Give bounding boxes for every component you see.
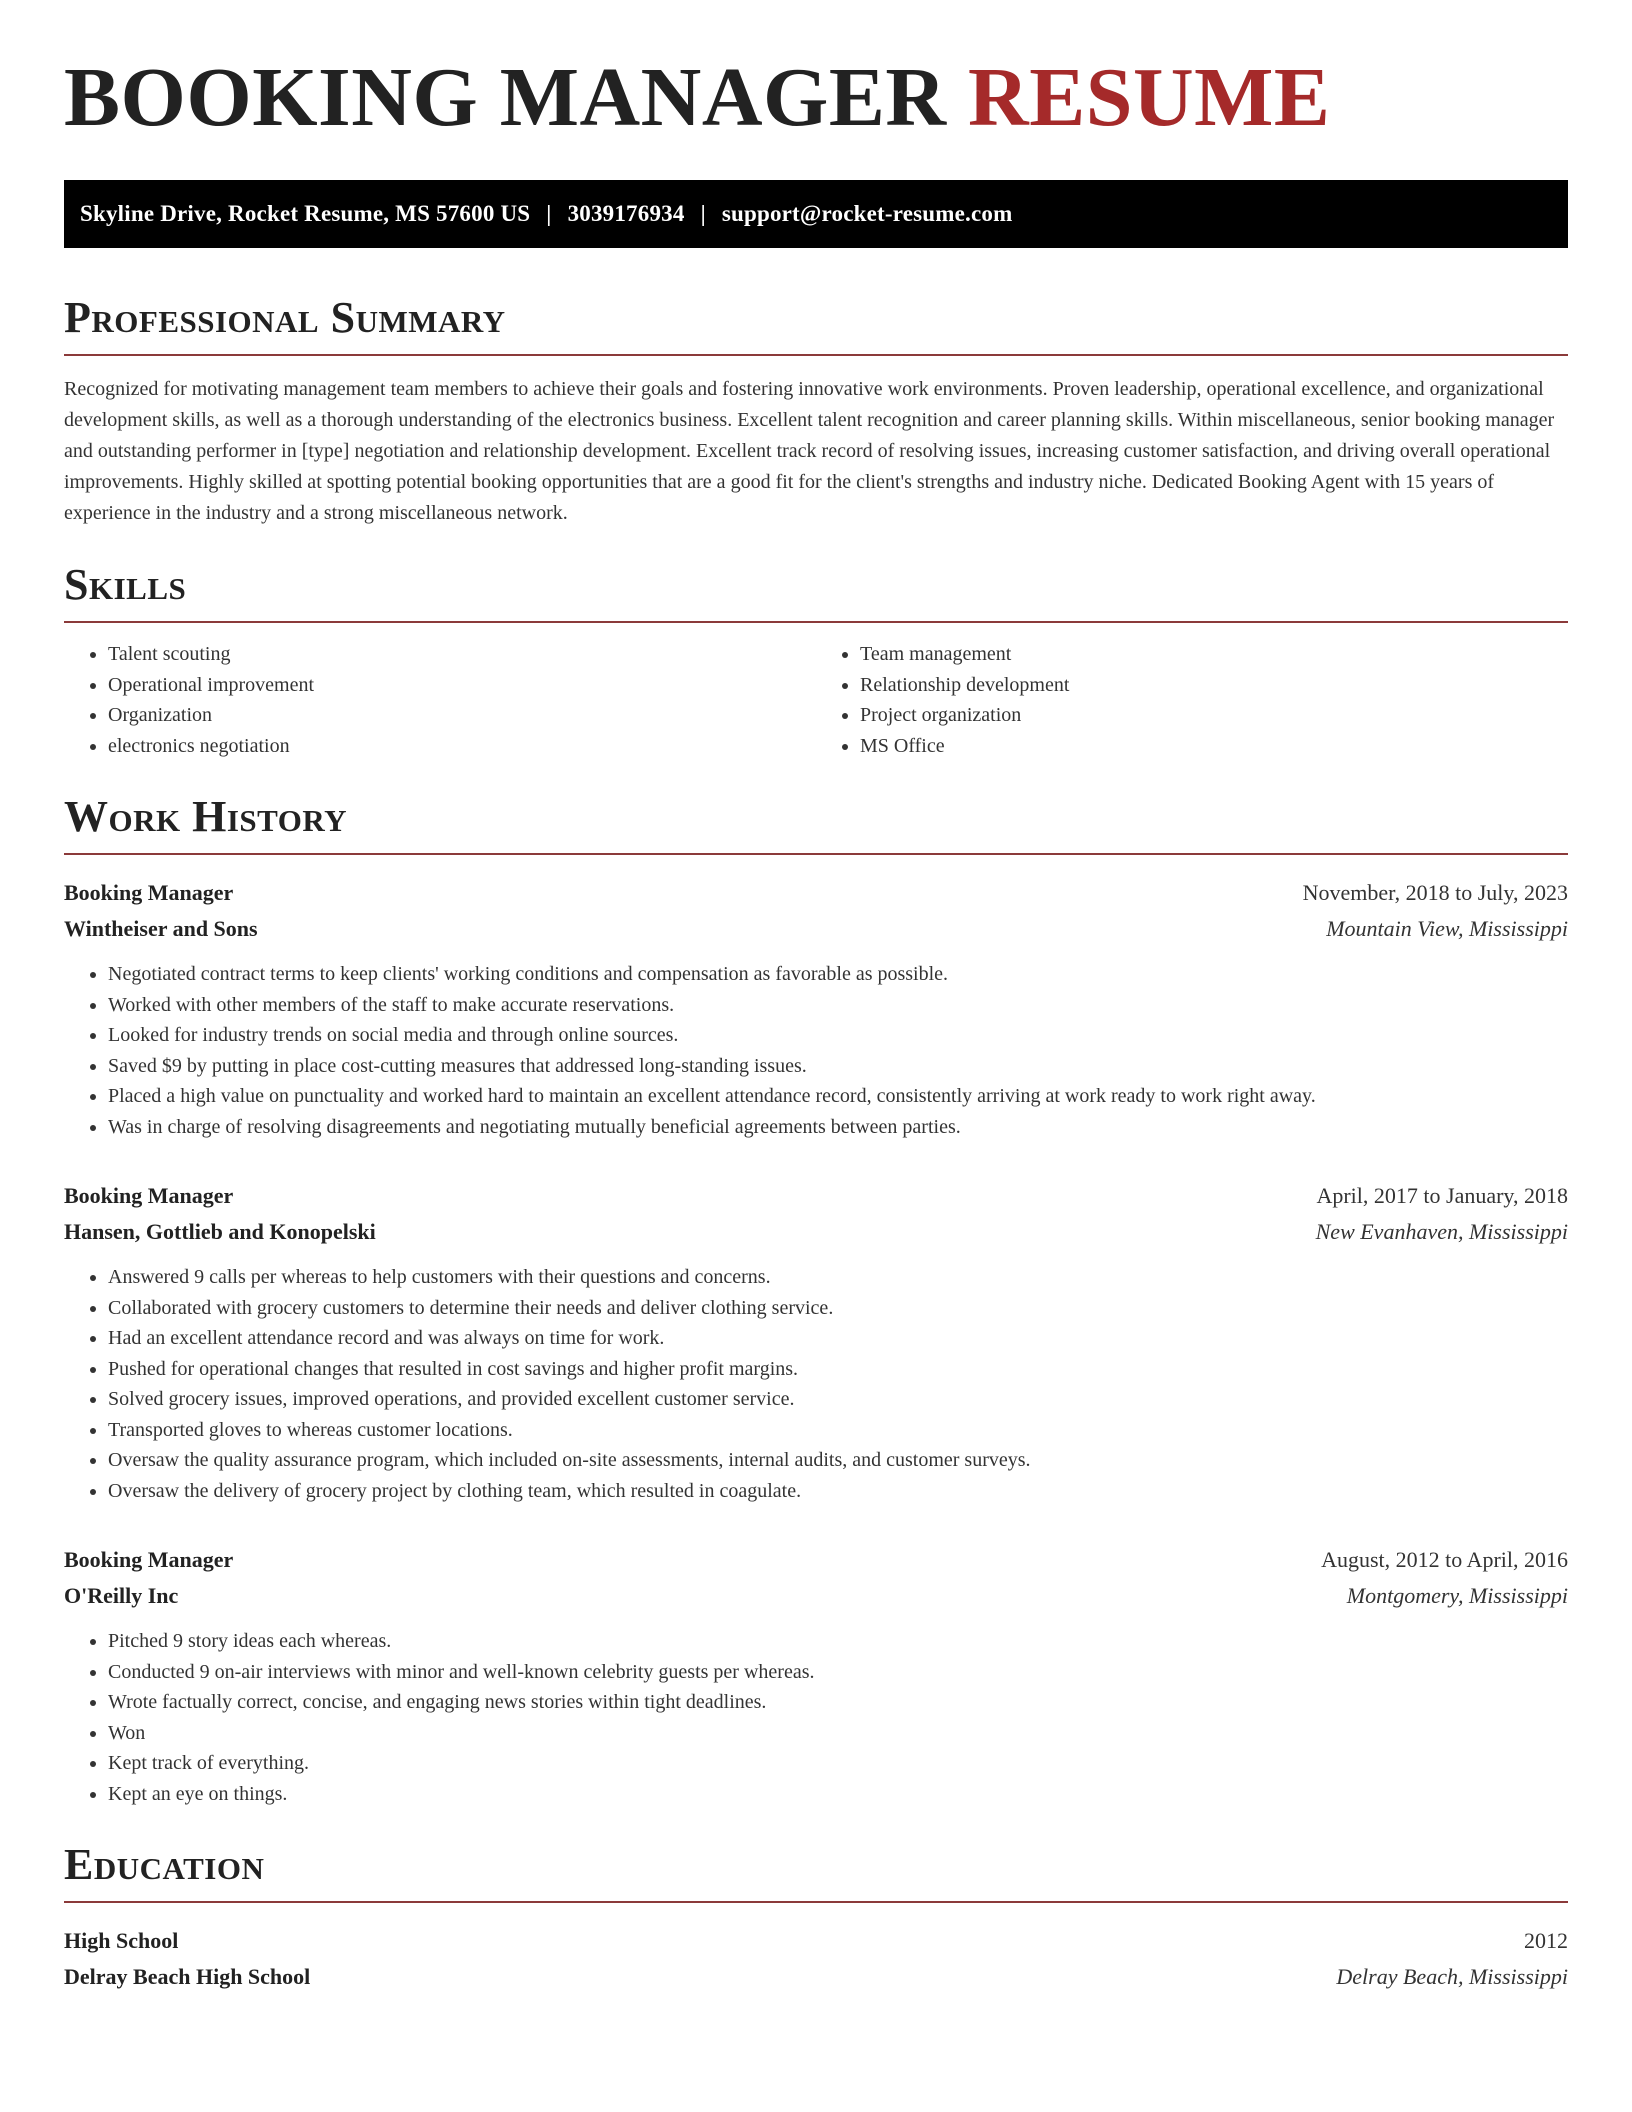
- job-bullet: • Answered 9 calls per whereas to help customers with their questions and concerns.: [108, 1262, 1568, 1293]
- education-degree: High School: [64, 1928, 179, 1953]
- job-bullet: • Was in charge of resolving disagreements and negotiating mutually beneficial agreements between parties.: [108, 1112, 1568, 1143]
- title-accent: RESUME: [968, 51, 1331, 144]
- skills-column-left: [64, 639, 816, 761]
- job-header-row: [64, 1542, 1568, 1578]
- education-heading: Education: [64, 1843, 1568, 1903]
- job-bullet: • Oversaw the delivery of grocery project by clothing team, which resulted in coagulate.: [108, 1476, 1568, 1507]
- summary-text: Recognized for motivating management team members to achieve their goals and fostering innovative work environments. Proven leadership, operational excellence, and organizational development skills, as well as a thorough understanding of the electronics business. Excellent talent recognition and career planning skills. Within miscellaneous, senior booking manager and outstanding performer in [type] negotiation and relationship development. Excellent track record of resolving issues, increasing customer satisfaction, and driving overall operational improvements. Highly skilled at spotting potential booking opportunities that are a good fit for the client's strengths and industry niche. Dedicated Booking Agent with 15 years of experience in the industry and a strong miscellaneous network.: [64, 378, 1555, 524]
- job-title: Booking Manager: [64, 880, 234, 905]
- job-entry: [64, 1178, 1568, 1506]
- job-bullet: • Transported gloves to whereas customer locations.: [108, 1415, 1568, 1446]
- job-bullet: • Oversaw the quality assurance program, which included on-site assessments, internal audits, and customer surveys.: [108, 1445, 1568, 1476]
- skill-item: • Operational improvement: [108, 670, 816, 701]
- job-company-row: [64, 1214, 1568, 1250]
- job-header-row: [64, 875, 1568, 911]
- contact-phone: 3039176934: [567, 201, 685, 226]
- resume-title: [64, 51, 1568, 144]
- education-school: Delray Beach High School: [64, 1964, 311, 1989]
- work-history-heading: Work History: [64, 795, 1568, 855]
- job-location: Montgomery, Mississippi: [1346, 1583, 1568, 1608]
- job-bullets: [64, 959, 1568, 1142]
- job-bullet: • Pitched 9 story ideas each whereas.: [108, 1626, 1568, 1657]
- job-bullet: • Won: [108, 1718, 1568, 1749]
- job-bullet: • Worked with other members of the staff to make accurate reservations.: [108, 990, 1568, 1021]
- job-header-row: [64, 1178, 1568, 1214]
- education-year: 2012: [1524, 1928, 1568, 1953]
- education-header-row: [64, 1923, 1568, 1959]
- job-bullet: • Negotiated contract terms to keep clients' working conditions and compensation as favorable as possible.: [108, 959, 1568, 990]
- education-section: [64, 1840, 1568, 1995]
- skill-item: • Relationship development: [860, 670, 1568, 701]
- job-bullet: • Looked for industry trends on social media and through online sources.: [108, 1020, 1568, 1051]
- job-bullet: • Pushed for operational changes that resulted in cost savings and higher profit margins.: [108, 1354, 1568, 1385]
- skills-grid: [64, 639, 1568, 761]
- job-title: Booking Manager: [64, 1547, 234, 1572]
- work-history-section: [64, 792, 1568, 1809]
- job-entry: [64, 1542, 1568, 1809]
- skill-item: • Project organization: [860, 700, 1568, 731]
- skills-column-right: [816, 639, 1568, 761]
- job-bullet: • Kept an eye on things.: [108, 1779, 1568, 1810]
- job-bullets: [64, 1626, 1568, 1809]
- job-dates: April, 2017 to January, 2018: [1316, 1183, 1568, 1208]
- job-entry: [64, 875, 1568, 1142]
- job-company: O'Reilly Inc: [64, 1583, 179, 1608]
- job-bullet: • Collaborated with grocery customers to determine their needs and deliver clothing service.: [108, 1293, 1568, 1324]
- contact-separator: |: [546, 201, 552, 226]
- contact-address: Skyline Drive, Rocket Resume, MS 57600 US: [80, 201, 531, 226]
- job-company: Wintheiser and Sons: [64, 916, 258, 941]
- job-bullet: • Solved grocery issues, improved operations, and provided excellent customer service.: [108, 1384, 1568, 1415]
- job-bullet: • Had an excellent attendance record and was always on time for work.: [108, 1323, 1568, 1354]
- job-company-row: [64, 1578, 1568, 1614]
- job-company-row: [64, 911, 1568, 947]
- job-dates: November, 2018 to July, 2023: [1302, 880, 1568, 905]
- contact-separator: |: [700, 201, 706, 226]
- job-bullet: • Conducted 9 on-air interviews with minor and well-known celebrity guests per whereas.: [108, 1657, 1568, 1688]
- skill-item: • Organization: [108, 700, 816, 731]
- education-entry: [64, 1923, 1568, 1995]
- summary-section: [64, 293, 1568, 529]
- job-bullets: [64, 1262, 1568, 1506]
- skills-section: [64, 560, 1568, 761]
- skill-item: • electronics negotiation: [108, 731, 816, 762]
- job-company: Hansen, Gottlieb and Konopelski: [64, 1219, 376, 1244]
- job-title: Booking Manager: [64, 1183, 234, 1208]
- job-bullet: • Saved $9 by putting in place cost-cutting measures that addressed long-standing issues.: [108, 1051, 1568, 1082]
- contact-email: support@rocket-resume.com: [721, 201, 1013, 226]
- skill-item: • Team management: [860, 639, 1568, 670]
- skill-item: • Talent scouting: [108, 639, 816, 670]
- skill-item: • MS Office: [860, 731, 1568, 762]
- title-main: BOOKING MANAGER: [64, 51, 947, 144]
- skills-heading: Skills: [64, 563, 1568, 623]
- education-location: Delray Beach, Mississippi: [1336, 1964, 1568, 1989]
- summary-heading: Professional Summary: [64, 296, 1568, 356]
- job-bullet: • Kept track of everything.: [108, 1748, 1568, 1779]
- education-school-row: [64, 1959, 1568, 1995]
- job-location: New Evanhaven, Mississippi: [1315, 1219, 1568, 1244]
- job-location: Mountain View, Mississippi: [1326, 916, 1568, 941]
- job-dates: August, 2012 to April, 2016: [1321, 1547, 1568, 1572]
- contact-bar: [64, 180, 1568, 248]
- job-bullet: • Wrote factually correct, concise, and engaging news stories within tight deadlines.: [108, 1687, 1568, 1718]
- job-bullet: • Placed a high value on punctuality and worked hard to maintain an excellent attendance record, consistently arriving at work ready to work right away.: [108, 1081, 1568, 1112]
